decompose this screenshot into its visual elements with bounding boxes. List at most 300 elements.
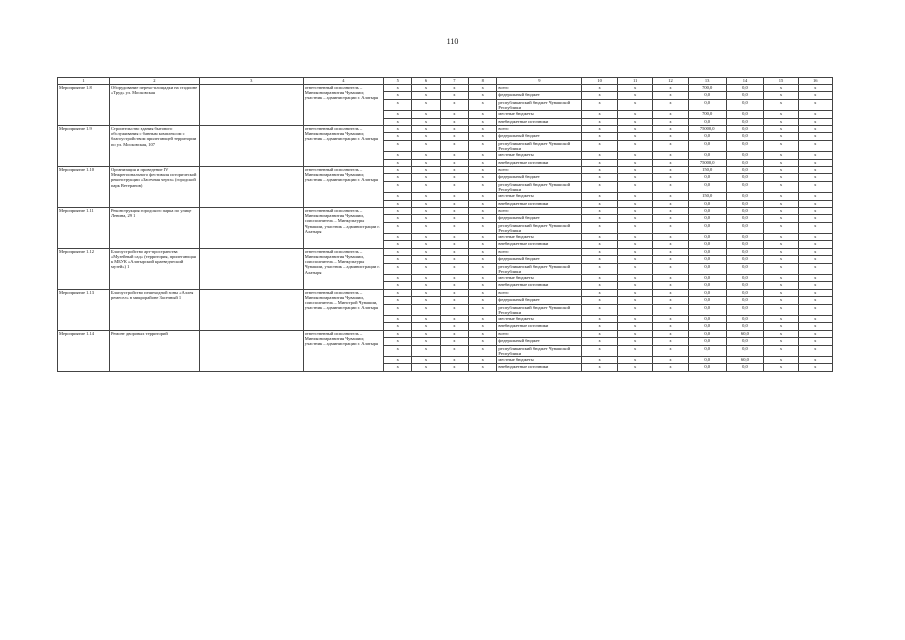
funding-source: местные бюджеты bbox=[497, 357, 582, 364]
cell-c5: x bbox=[384, 140, 412, 151]
cell-c12: x bbox=[653, 111, 688, 118]
cell-c6: x bbox=[412, 263, 440, 274]
funding-source: местные бюджеты bbox=[497, 234, 582, 241]
cell-c16: x bbox=[798, 193, 832, 200]
cell-c8: x bbox=[469, 297, 497, 304]
column-number-3: 3 bbox=[199, 78, 303, 85]
cell-c8: x bbox=[469, 85, 497, 92]
cell-c8: x bbox=[469, 323, 497, 330]
cell-c11: x bbox=[617, 275, 652, 282]
cell-c13: 0,0 bbox=[688, 282, 726, 289]
cell-c8: x bbox=[469, 152, 497, 159]
cell-c5: x bbox=[384, 263, 412, 274]
table-row bbox=[58, 289, 833, 296]
cell-c6: x bbox=[412, 248, 440, 255]
cell-c13: 0,0 bbox=[688, 152, 726, 159]
cell-c8: x bbox=[469, 193, 497, 200]
cell-c7: x bbox=[440, 85, 468, 92]
funding-source: всего bbox=[497, 85, 582, 92]
cell-c7: x bbox=[440, 140, 468, 151]
cell-c14: 0,0 bbox=[726, 304, 764, 315]
cell-c10: x bbox=[582, 174, 617, 181]
cell-c6: x bbox=[412, 133, 440, 140]
measure-col3 bbox=[199, 248, 303, 289]
cell-c15: x bbox=[764, 166, 798, 173]
cell-c15: x bbox=[764, 248, 798, 255]
funding-source: внебюджетные источники bbox=[497, 241, 582, 248]
cell-c10: x bbox=[582, 215, 617, 222]
column-number-row bbox=[58, 78, 833, 85]
cell-c16: x bbox=[798, 323, 832, 330]
cell-c16: x bbox=[798, 345, 832, 356]
cell-c8: x bbox=[469, 200, 497, 207]
cell-c14: 0,0 bbox=[726, 200, 764, 207]
cell-c10: x bbox=[582, 241, 617, 248]
cell-c11: x bbox=[617, 152, 652, 159]
column-number-16: 16 bbox=[798, 78, 832, 85]
cell-c5: x bbox=[384, 166, 412, 173]
cell-c6: x bbox=[412, 193, 440, 200]
cell-c10: x bbox=[582, 181, 617, 192]
measure-responsible: ответственный исполнитель – Минэкономразвития Чувашии, соисполнитель – Минкультуры Чувашии, участник – администрации г. Алатыря bbox=[303, 248, 383, 289]
cell-c10: x bbox=[582, 364, 617, 371]
measure-col3 bbox=[199, 166, 303, 207]
cell-c8: x bbox=[469, 215, 497, 222]
cell-c14: 0,0 bbox=[726, 256, 764, 263]
page-number: 110 bbox=[446, 37, 459, 46]
cell-c5: x bbox=[384, 215, 412, 222]
cell-c10: x bbox=[582, 118, 617, 125]
measure-responsible: ответственный исполнитель – Минэкономразвития Чувашии; участник – администрации г. Алатыря bbox=[303, 330, 383, 371]
cell-c11: x bbox=[617, 181, 652, 192]
cell-c13: 75000,0 bbox=[688, 125, 726, 132]
cell-c7: x bbox=[440, 316, 468, 323]
cell-c16: x bbox=[798, 282, 832, 289]
funding-source: местные бюджеты bbox=[497, 152, 582, 159]
cell-c15: x bbox=[764, 297, 798, 304]
cell-c6: x bbox=[412, 282, 440, 289]
cell-c11: x bbox=[617, 193, 652, 200]
cell-c6: x bbox=[412, 92, 440, 99]
cell-c15: x bbox=[764, 316, 798, 323]
funding-source: внебюджетные источники bbox=[497, 323, 582, 330]
table-row bbox=[58, 330, 833, 337]
cell-c14: 0,0 bbox=[726, 159, 764, 166]
cell-c7: x bbox=[440, 330, 468, 337]
cell-c12: x bbox=[653, 275, 688, 282]
cell-c10: x bbox=[582, 222, 617, 233]
cell-c14: 0,0 bbox=[726, 345, 764, 356]
cell-c10: x bbox=[582, 323, 617, 330]
cell-c10: x bbox=[582, 297, 617, 304]
cell-c13: 0,0 bbox=[688, 92, 726, 99]
cell-c8: x bbox=[469, 92, 497, 99]
cell-c15: x bbox=[764, 99, 798, 110]
cell-c13: 0,0 bbox=[688, 256, 726, 263]
funding-source: федеральный бюджет bbox=[497, 338, 582, 345]
cell-c6: x bbox=[412, 166, 440, 173]
cell-c7: x bbox=[440, 174, 468, 181]
cell-c12: x bbox=[653, 248, 688, 255]
cell-c11: x bbox=[617, 222, 652, 233]
cell-c12: x bbox=[653, 338, 688, 345]
cell-c10: x bbox=[582, 289, 617, 296]
cell-c14: 0,0 bbox=[726, 263, 764, 274]
cell-c10: x bbox=[582, 275, 617, 282]
cell-c5: x bbox=[384, 297, 412, 304]
cell-c6: x bbox=[412, 357, 440, 364]
cell-c15: x bbox=[764, 323, 798, 330]
column-number-7: 7 bbox=[440, 78, 468, 85]
cell-c7: x bbox=[440, 99, 468, 110]
cell-c12: x bbox=[653, 364, 688, 371]
cell-c13: 0,0 bbox=[688, 241, 726, 248]
funding-source: республиканский бюджет Чувашской Республики bbox=[497, 345, 582, 356]
cell-c10: x bbox=[582, 304, 617, 315]
cell-c14: 0,0 bbox=[726, 85, 764, 92]
funding-source: всего bbox=[497, 207, 582, 214]
funding-source: федеральный бюджет bbox=[497, 92, 582, 99]
cell-c7: x bbox=[440, 256, 468, 263]
measure-code: Мероприятие 1.13 bbox=[58, 289, 110, 330]
cell-c12: x bbox=[653, 99, 688, 110]
cell-c8: x bbox=[469, 275, 497, 282]
cell-c13: 0,0 bbox=[688, 297, 726, 304]
cell-c7: x bbox=[440, 118, 468, 125]
cell-c16: x bbox=[798, 316, 832, 323]
cell-c8: x bbox=[469, 159, 497, 166]
funding-source: республиканский бюджет Чувашской Республики bbox=[497, 99, 582, 110]
cell-c6: x bbox=[412, 330, 440, 337]
column-number-5: 5 bbox=[384, 78, 412, 85]
cell-c14: 0,0 bbox=[726, 248, 764, 255]
cell-c10: x bbox=[582, 338, 617, 345]
cell-c16: x bbox=[798, 99, 832, 110]
cell-c6: x bbox=[412, 297, 440, 304]
cell-c10: x bbox=[582, 85, 617, 92]
cell-c6: x bbox=[412, 140, 440, 151]
cell-c16: x bbox=[798, 256, 832, 263]
cell-c8: x bbox=[469, 338, 497, 345]
cell-c5: x bbox=[384, 174, 412, 181]
table-row bbox=[58, 207, 833, 214]
cell-c15: x bbox=[764, 338, 798, 345]
cell-c16: x bbox=[798, 166, 832, 173]
funding-source: республиканский бюджет Чувашской Республики bbox=[497, 181, 582, 192]
cell-c15: x bbox=[764, 140, 798, 151]
cell-c5: x bbox=[384, 234, 412, 241]
cell-c5: x bbox=[384, 193, 412, 200]
cell-c7: x bbox=[440, 275, 468, 282]
cell-c5: x bbox=[384, 207, 412, 214]
cell-c8: x bbox=[469, 207, 497, 214]
cell-c7: x bbox=[440, 289, 468, 296]
funding-source: всего bbox=[497, 330, 582, 337]
cell-c10: x bbox=[582, 207, 617, 214]
cell-c6: x bbox=[412, 174, 440, 181]
cell-c5: x bbox=[384, 282, 412, 289]
cell-c13: 75000,0 bbox=[688, 159, 726, 166]
funding-source: республиканский бюджет Чувашской Республики bbox=[497, 263, 582, 274]
cell-c13: 0,0 bbox=[688, 174, 726, 181]
cell-c11: x bbox=[617, 125, 652, 132]
cell-c10: x bbox=[582, 140, 617, 151]
cell-c16: x bbox=[798, 111, 832, 118]
cell-c12: x bbox=[653, 125, 688, 132]
measure-col3 bbox=[199, 330, 303, 371]
cell-c13: 0,0 bbox=[688, 338, 726, 345]
cell-c13: 0,0 bbox=[688, 99, 726, 110]
cell-c14: 0,0 bbox=[726, 297, 764, 304]
cell-c12: x bbox=[653, 193, 688, 200]
funding-source: федеральный бюджет bbox=[497, 174, 582, 181]
cell-c14: 0,0 bbox=[726, 140, 764, 151]
cell-c12: x bbox=[653, 207, 688, 214]
cell-c15: x bbox=[764, 275, 798, 282]
cell-c13: 0,0 bbox=[688, 345, 726, 356]
cell-c16: x bbox=[798, 140, 832, 151]
cell-c7: x bbox=[440, 364, 468, 371]
cell-c12: x bbox=[653, 282, 688, 289]
cell-c8: x bbox=[469, 111, 497, 118]
funding-source: республиканский бюджет Чувашской Республики bbox=[497, 304, 582, 315]
cell-c6: x bbox=[412, 323, 440, 330]
cell-c6: x bbox=[412, 289, 440, 296]
cell-c12: x bbox=[653, 345, 688, 356]
funding-source: местные бюджеты bbox=[497, 193, 582, 200]
cell-c14: 0,0 bbox=[726, 282, 764, 289]
cell-c15: x bbox=[764, 159, 798, 166]
funding-source: внебюджетные источники bbox=[497, 159, 582, 166]
cell-c5: x bbox=[384, 357, 412, 364]
measure-title: Благоустройство арт-пространства «Музейный сад» (территория, прилегающая к МБУК «Алатырский краеведческий музей») 1 bbox=[109, 248, 199, 289]
column-number-10: 10 bbox=[582, 78, 617, 85]
cell-c8: x bbox=[469, 99, 497, 110]
cell-c12: x bbox=[653, 133, 688, 140]
cell-c10: x bbox=[582, 248, 617, 255]
cell-c14: 0,0 bbox=[726, 275, 764, 282]
cell-c15: x bbox=[764, 234, 798, 241]
cell-c16: x bbox=[798, 159, 832, 166]
cell-c14: 0,0 bbox=[726, 174, 764, 181]
table-row bbox=[58, 125, 833, 132]
cell-c6: x bbox=[412, 222, 440, 233]
cell-c10: x bbox=[582, 193, 617, 200]
cell-c12: x bbox=[653, 140, 688, 151]
funding-source: местные бюджеты bbox=[497, 111, 582, 118]
table-row bbox=[58, 248, 833, 255]
cell-c8: x bbox=[469, 357, 497, 364]
cell-c11: x bbox=[617, 241, 652, 248]
cell-c13: 0,0 bbox=[688, 207, 726, 214]
cell-c6: x bbox=[412, 181, 440, 192]
cell-c5: x bbox=[384, 289, 412, 296]
column-number-14: 14 bbox=[726, 78, 764, 85]
cell-c10: x bbox=[582, 263, 617, 274]
cell-c14: 0,0 bbox=[726, 125, 764, 132]
cell-c16: x bbox=[798, 241, 832, 248]
cell-c16: x bbox=[798, 133, 832, 140]
cell-c16: x bbox=[798, 222, 832, 233]
cell-c14: 0,0 bbox=[726, 166, 764, 173]
cell-c6: x bbox=[412, 85, 440, 92]
cell-c13: 0,0 bbox=[688, 275, 726, 282]
cell-c10: x bbox=[582, 125, 617, 132]
funding-source: внебюджетные источники bbox=[497, 200, 582, 207]
cell-c16: x bbox=[798, 152, 832, 159]
cell-c5: x bbox=[384, 111, 412, 118]
cell-c12: x bbox=[653, 330, 688, 337]
cell-c11: x bbox=[617, 345, 652, 356]
cell-c13: 0,0 bbox=[688, 200, 726, 207]
funding-source: внебюджетные источники bbox=[497, 364, 582, 371]
cell-c12: x bbox=[653, 118, 688, 125]
cell-c11: x bbox=[617, 282, 652, 289]
cell-c12: x bbox=[653, 241, 688, 248]
cell-c5: x bbox=[384, 275, 412, 282]
cell-c10: x bbox=[582, 111, 617, 118]
cell-c8: x bbox=[469, 133, 497, 140]
cell-c13: 0,0 bbox=[688, 133, 726, 140]
cell-c7: x bbox=[440, 133, 468, 140]
cell-c10: x bbox=[582, 159, 617, 166]
funding-source: местные бюджеты bbox=[497, 316, 582, 323]
cell-c15: x bbox=[764, 282, 798, 289]
cell-c10: x bbox=[582, 282, 617, 289]
cell-c16: x bbox=[798, 174, 832, 181]
cell-c6: x bbox=[412, 207, 440, 214]
cell-c5: x bbox=[384, 222, 412, 233]
cell-c8: x bbox=[469, 330, 497, 337]
cell-c14: 0,0 bbox=[726, 222, 764, 233]
funding-source: внебюджетные источники bbox=[497, 118, 582, 125]
cell-c12: x bbox=[653, 181, 688, 192]
table-body bbox=[58, 78, 833, 372]
cell-c5: x bbox=[384, 316, 412, 323]
cell-c7: x bbox=[440, 92, 468, 99]
cell-c16: x bbox=[798, 357, 832, 364]
cell-c6: x bbox=[412, 275, 440, 282]
measure-title: Реконструкция городского парка по улице Ленина, 29 1 bbox=[109, 207, 199, 248]
cell-c10: x bbox=[582, 330, 617, 337]
column-number-12: 12 bbox=[653, 78, 688, 85]
cell-c8: x bbox=[469, 289, 497, 296]
cell-c15: x bbox=[764, 207, 798, 214]
cell-c7: x bbox=[440, 193, 468, 200]
cell-c5: x bbox=[384, 99, 412, 110]
cell-c11: x bbox=[617, 323, 652, 330]
cell-c7: x bbox=[440, 248, 468, 255]
cell-c7: x bbox=[440, 282, 468, 289]
cell-c16: x bbox=[798, 297, 832, 304]
cell-c16: x bbox=[798, 304, 832, 315]
cell-c16: x bbox=[798, 118, 832, 125]
cell-c15: x bbox=[764, 364, 798, 371]
funding-source: местные бюджеты bbox=[497, 275, 582, 282]
cell-c16: x bbox=[798, 275, 832, 282]
cell-c5: x bbox=[384, 256, 412, 263]
cell-c16: x bbox=[798, 234, 832, 241]
cell-c5: x bbox=[384, 304, 412, 315]
cell-c12: x bbox=[653, 215, 688, 222]
cell-c15: x bbox=[764, 215, 798, 222]
measure-col3 bbox=[199, 207, 303, 248]
cell-c16: x bbox=[798, 289, 832, 296]
cell-c5: x bbox=[384, 85, 412, 92]
table-row bbox=[58, 85, 833, 92]
cell-c8: x bbox=[469, 125, 497, 132]
cell-c10: x bbox=[582, 166, 617, 173]
cell-c6: x bbox=[412, 304, 440, 315]
cell-c7: x bbox=[440, 263, 468, 274]
cell-c7: x bbox=[440, 357, 468, 364]
cell-c11: x bbox=[617, 297, 652, 304]
cell-c7: x bbox=[440, 207, 468, 214]
cell-c13: 0,0 bbox=[688, 222, 726, 233]
cell-c7: x bbox=[440, 166, 468, 173]
cell-c5: x bbox=[384, 241, 412, 248]
cell-c5: x bbox=[384, 181, 412, 192]
cell-c15: x bbox=[764, 256, 798, 263]
cell-c15: x bbox=[764, 330, 798, 337]
measure-title: Строительство здания бытового обслуживания с банным комплексом с благоустройством прилегающей территории по ул. Московская, 107 bbox=[109, 125, 199, 166]
measure-col3 bbox=[199, 85, 303, 126]
measure-code: Мероприятие 1.10 bbox=[58, 166, 110, 207]
cell-c6: x bbox=[412, 159, 440, 166]
cell-c15: x bbox=[764, 133, 798, 140]
cell-c16: x bbox=[798, 215, 832, 222]
cell-c10: x bbox=[582, 256, 617, 263]
cell-c12: x bbox=[653, 289, 688, 296]
cell-c13: 0,0 bbox=[688, 323, 726, 330]
cell-c11: x bbox=[617, 133, 652, 140]
funding-source: федеральный бюджет bbox=[497, 297, 582, 304]
cell-c10: x bbox=[582, 234, 617, 241]
cell-c14: 0,0 bbox=[726, 316, 764, 323]
cell-c16: x bbox=[798, 364, 832, 371]
column-number-13: 13 bbox=[688, 78, 726, 85]
cell-c13: 150,0 bbox=[688, 166, 726, 173]
cell-c14: 60,0 bbox=[726, 330, 764, 337]
cell-c13: 0,0 bbox=[688, 316, 726, 323]
cell-c12: x bbox=[653, 304, 688, 315]
cell-c5: x bbox=[384, 133, 412, 140]
cell-c11: x bbox=[617, 99, 652, 110]
cell-c5: x bbox=[384, 248, 412, 255]
cell-c14: 0,0 bbox=[726, 241, 764, 248]
column-number-1: 1 bbox=[58, 78, 110, 85]
cell-c6: x bbox=[412, 99, 440, 110]
funding-source: федеральный бюджет bbox=[497, 133, 582, 140]
cell-c14: 0,0 bbox=[726, 193, 764, 200]
cell-c15: x bbox=[764, 92, 798, 99]
cell-c14: 0,0 bbox=[726, 99, 764, 110]
measure-title: Оборудование перехо-площадки на стадионе «Труд» ул. Московская bbox=[109, 85, 199, 126]
cell-c15: x bbox=[764, 193, 798, 200]
cell-c6: x bbox=[412, 256, 440, 263]
cell-c14: 0,0 bbox=[726, 207, 764, 214]
cell-c7: x bbox=[440, 181, 468, 192]
cell-c7: x bbox=[440, 111, 468, 118]
cell-c7: x bbox=[440, 304, 468, 315]
table-row bbox=[58, 166, 833, 173]
measure-code: Мероприятие 1.9 bbox=[58, 125, 110, 166]
cell-c12: x bbox=[653, 174, 688, 181]
cell-c15: x bbox=[764, 85, 798, 92]
funding-source: республиканский бюджет Чувашской Республики bbox=[497, 140, 582, 151]
cell-c12: x bbox=[653, 159, 688, 166]
cell-c6: x bbox=[412, 364, 440, 371]
